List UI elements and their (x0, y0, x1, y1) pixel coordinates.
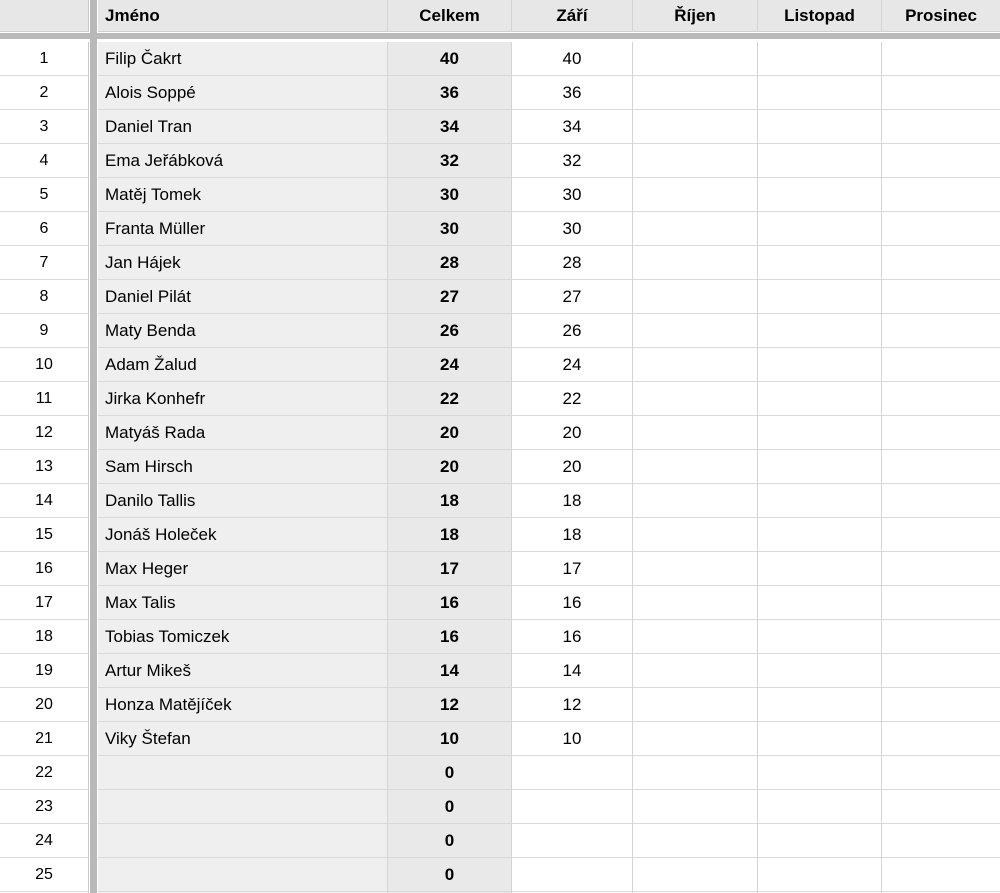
cell-october[interactable] (633, 858, 758, 892)
cell-december[interactable] (882, 212, 1000, 246)
cell-december[interactable] (882, 756, 1000, 790)
cell-september[interactable]: 30 (512, 178, 633, 212)
corner-cell[interactable] (0, 0, 89, 32)
table-row (0, 620, 1000, 654)
table-row (0, 178, 1000, 212)
cell-total[interactable]: 18 (388, 484, 512, 518)
row-header[interactable]: 13 (0, 450, 89, 484)
cell-november[interactable] (758, 688, 882, 722)
cell-total[interactable]: 16 (388, 586, 512, 620)
cell-september[interactable] (512, 858, 633, 892)
cell-december[interactable] (882, 654, 1000, 688)
row-header[interactable]: 6 (0, 212, 89, 246)
cell-november[interactable] (758, 76, 882, 110)
cell-october[interactable] (633, 484, 758, 518)
cell-total[interactable]: 40 (388, 42, 512, 76)
cell-total[interactable]: 30 (388, 212, 512, 246)
cell-september[interactable]: 20 (512, 416, 633, 450)
cell-september[interactable]: 26 (512, 314, 633, 348)
cell-december[interactable] (882, 110, 1000, 144)
cell-september[interactable]: 10 (512, 722, 633, 756)
table-row (0, 348, 1000, 382)
cell-september[interactable]: 12 (512, 688, 633, 722)
cell-october[interactable] (633, 382, 758, 416)
cell-name[interactable] (98, 756, 388, 790)
table-row (0, 688, 1000, 722)
column-header-celkem[interactable]: Celkem (388, 0, 512, 32)
table-row (0, 756, 1000, 790)
cell-total[interactable]: 0 (388, 858, 512, 892)
cell-october[interactable] (633, 756, 758, 790)
cell-november[interactable] (758, 620, 882, 654)
cell-november[interactable] (758, 314, 882, 348)
cell-december[interactable] (882, 76, 1000, 110)
cell-october[interactable] (633, 348, 758, 382)
cell-september[interactable]: 16 (512, 586, 633, 620)
cell-total[interactable]: 32 (388, 144, 512, 178)
cell-november[interactable] (758, 756, 882, 790)
cell-total[interactable]: 20 (388, 450, 512, 484)
row-header[interactable]: 22 (0, 756, 89, 790)
cell-december[interactable] (882, 348, 1000, 382)
cell-november[interactable] (758, 246, 882, 280)
cell-total[interactable]: 14 (388, 654, 512, 688)
table-row (0, 586, 1000, 620)
cell-name[interactable]: Artur Mikeš (98, 654, 388, 688)
cell-december[interactable] (882, 450, 1000, 484)
cell-october[interactable] (633, 42, 758, 76)
cell-total[interactable]: 18 (388, 518, 512, 552)
cell-name[interactable]: Tobias Tomiczek (98, 620, 388, 654)
cell-name[interactable]: Jirka Konhefr (98, 382, 388, 416)
cell-september[interactable]: 14 (512, 654, 633, 688)
cell-total[interactable]: 0 (388, 790, 512, 824)
column-header-zari[interactable]: Září (512, 0, 633, 32)
cell-october[interactable] (633, 552, 758, 586)
table-row (0, 76, 1000, 110)
table-row (0, 450, 1000, 484)
cell-november[interactable] (758, 450, 882, 484)
frozen-row-divider[interactable] (0, 33, 1000, 42)
cell-october[interactable] (633, 790, 758, 824)
cell-october[interactable] (633, 688, 758, 722)
cell-name[interactable]: Maty Benda (98, 314, 388, 348)
cell-name[interactable] (98, 790, 388, 824)
column-header-rijen[interactable]: Říjen (633, 0, 758, 32)
cell-december[interactable] (882, 858, 1000, 892)
cell-total[interactable]: 34 (388, 110, 512, 144)
table-row (0, 654, 1000, 688)
cell-september[interactable] (512, 790, 633, 824)
cell-name[interactable]: Sam Hirsch (98, 450, 388, 484)
cell-september[interactable]: 30 (512, 212, 633, 246)
table-row (0, 518, 1000, 552)
table-row (0, 382, 1000, 416)
table-row (0, 280, 1000, 314)
row-header[interactable]: 16 (0, 552, 89, 586)
cell-november[interactable] (758, 212, 882, 246)
cell-october[interactable] (633, 246, 758, 280)
cell-name[interactable]: Jan Hájek (98, 246, 388, 280)
cell-december[interactable] (882, 416, 1000, 450)
cell-september[interactable]: 18 (512, 484, 633, 518)
row-header[interactable]: 10 (0, 348, 89, 382)
row-header[interactable]: 11 (0, 382, 89, 416)
cell-october[interactable] (633, 144, 758, 178)
cell-november[interactable] (758, 552, 882, 586)
cell-name[interactable]: Daniel Tran (98, 110, 388, 144)
cell-december[interactable] (882, 42, 1000, 76)
cell-december[interactable] (882, 484, 1000, 518)
table-row (0, 824, 1000, 858)
cell-november[interactable] (758, 110, 882, 144)
cell-total[interactable]: 26 (388, 314, 512, 348)
cell-total[interactable]: 22 (388, 382, 512, 416)
table-row (0, 246, 1000, 280)
cell-october[interactable] (633, 518, 758, 552)
cell-total[interactable]: 0 (388, 756, 512, 790)
row-header[interactable]: 12 (0, 416, 89, 450)
table-row (0, 110, 1000, 144)
cell-september[interactable]: 40 (512, 42, 633, 76)
table-row (0, 552, 1000, 586)
row-header[interactable]: 21 (0, 722, 89, 756)
cell-name[interactable]: Viky Štefan (98, 722, 388, 756)
sheet-rows (0, 42, 1000, 893)
cell-september[interactable]: 18 (512, 518, 633, 552)
cell-october[interactable] (633, 212, 758, 246)
cell-total[interactable]: 17 (388, 552, 512, 586)
cell-november[interactable] (758, 484, 882, 518)
cell-november[interactable] (758, 824, 882, 858)
cell-name[interactable]: Honza Matějíček (98, 688, 388, 722)
cell-name[interactable]: Matěj Tomek (98, 178, 388, 212)
cell-name[interactable]: Alois Soppé (98, 76, 388, 110)
cell-total[interactable]: 0 (388, 824, 512, 858)
cell-december[interactable] (882, 382, 1000, 416)
cell-november[interactable] (758, 722, 882, 756)
cell-september[interactable]: 20 (512, 450, 633, 484)
cell-name[interactable]: Jonáš Holeček (98, 518, 388, 552)
header-row (0, 0, 1000, 32)
cell-september[interactable]: 36 (512, 76, 633, 110)
cell-october[interactable] (633, 450, 758, 484)
cell-total[interactable]: 12 (388, 688, 512, 722)
table-row (0, 416, 1000, 450)
cell-name[interactable]: Max Talis (98, 586, 388, 620)
cell-september[interactable]: 17 (512, 552, 633, 586)
row-header[interactable]: 2 (0, 76, 89, 110)
frozen-row-divider-bar (0, 33, 1000, 39)
cell-october[interactable] (633, 314, 758, 348)
table-row (0, 42, 1000, 76)
cell-total[interactable]: 28 (388, 246, 512, 280)
cell-november[interactable] (758, 654, 882, 688)
cell-september[interactable] (512, 824, 633, 858)
cell-september[interactable] (512, 756, 633, 790)
cell-november[interactable] (758, 348, 882, 382)
cell-name[interactable] (98, 824, 388, 858)
cell-name[interactable]: Adam Žalud (98, 348, 388, 382)
cell-october[interactable] (633, 178, 758, 212)
cell-name[interactable] (98, 858, 388, 892)
cell-september[interactable]: 22 (512, 382, 633, 416)
cell-december[interactable] (882, 586, 1000, 620)
cell-november[interactable] (758, 858, 882, 892)
cell-december[interactable] (882, 314, 1000, 348)
cell-december[interactable] (882, 144, 1000, 178)
cell-october[interactable] (633, 76, 758, 110)
cell-total[interactable]: 20 (388, 416, 512, 450)
cell-total[interactable]: 27 (388, 280, 512, 314)
cell-october[interactable] (633, 722, 758, 756)
row-header[interactable]: 5 (0, 178, 89, 212)
cell-november[interactable] (758, 518, 882, 552)
cell-december[interactable] (882, 790, 1000, 824)
cell-november[interactable] (758, 586, 882, 620)
cell-september[interactable]: 16 (512, 620, 633, 654)
row-header[interactable]: 7 (0, 246, 89, 280)
cell-october[interactable] (633, 824, 758, 858)
cell-november[interactable] (758, 382, 882, 416)
cell-total[interactable]: 24 (388, 348, 512, 382)
row-header[interactable]: 17 (0, 586, 89, 620)
row-header[interactable]: 25 (0, 858, 89, 892)
cell-december[interactable] (882, 620, 1000, 654)
cell-total[interactable]: 16 (388, 620, 512, 654)
cell-november[interactable] (758, 416, 882, 450)
row-header[interactable]: 24 (0, 824, 89, 858)
cell-november[interactable] (758, 178, 882, 212)
column-header-prosinec[interactable]: Prosinec (882, 0, 1000, 32)
cell-september[interactable]: 34 (512, 110, 633, 144)
cell-december[interactable] (882, 688, 1000, 722)
row-header[interactable]: 9 (0, 314, 89, 348)
row-header[interactable]: 4 (0, 144, 89, 178)
cell-name[interactable]: Ema Jeřábková (98, 144, 388, 178)
frozen-column-divider[interactable] (90, 0, 97, 893)
column-header-listopad[interactable]: Listopad (758, 0, 882, 32)
row-header[interactable]: 8 (0, 280, 89, 314)
row-header[interactable]: 1 (0, 42, 89, 76)
cell-october[interactable] (633, 586, 758, 620)
cell-total[interactable]: 10 (388, 722, 512, 756)
table-row (0, 144, 1000, 178)
table-row (0, 790, 1000, 824)
cell-december[interactable] (882, 552, 1000, 586)
table-row (0, 722, 1000, 756)
cell-name[interactable]: Filip Čakrt (98, 42, 388, 76)
cell-total[interactable]: 36 (388, 76, 512, 110)
row-header[interactable]: 15 (0, 518, 89, 552)
row-header[interactable]: 3 (0, 110, 89, 144)
table-row (0, 314, 1000, 348)
cell-november[interactable] (758, 42, 882, 76)
row-header[interactable]: 19 (0, 654, 89, 688)
row-header[interactable]: 20 (0, 688, 89, 722)
cell-october[interactable] (633, 280, 758, 314)
cell-november[interactable] (758, 790, 882, 824)
cell-december[interactable] (882, 280, 1000, 314)
row-header[interactable]: 23 (0, 790, 89, 824)
cell-name[interactable]: Danilo Tallis (98, 484, 388, 518)
column-header-jmeno[interactable]: Jméno (98, 0, 388, 32)
cell-name[interactable]: Franta Müller (98, 212, 388, 246)
cell-october[interactable] (633, 654, 758, 688)
cell-september[interactable]: 27 (512, 280, 633, 314)
cell-september[interactable]: 24 (512, 348, 633, 382)
cell-december[interactable] (882, 518, 1000, 552)
cell-name[interactable]: Max Heger (98, 552, 388, 586)
cell-name[interactable]: Matyáš Rada (98, 416, 388, 450)
table-row (0, 484, 1000, 518)
cell-december[interactable] (882, 824, 1000, 858)
cell-december[interactable] (882, 722, 1000, 756)
cell-october[interactable] (633, 416, 758, 450)
cell-september[interactable]: 32 (512, 144, 633, 178)
row-header[interactable]: 14 (0, 484, 89, 518)
cell-october[interactable] (633, 110, 758, 144)
table-row (0, 858, 1000, 892)
cell-november[interactable] (758, 280, 882, 314)
cell-november[interactable] (758, 144, 882, 178)
table-row (0, 212, 1000, 246)
row-header[interactable]: 18 (0, 620, 89, 654)
cell-december[interactable] (882, 246, 1000, 280)
cell-september[interactable]: 28 (512, 246, 633, 280)
cell-total[interactable]: 30 (388, 178, 512, 212)
cell-name[interactable]: Daniel Pilát (98, 280, 388, 314)
cell-october[interactable] (633, 620, 758, 654)
cell-december[interactable] (882, 178, 1000, 212)
